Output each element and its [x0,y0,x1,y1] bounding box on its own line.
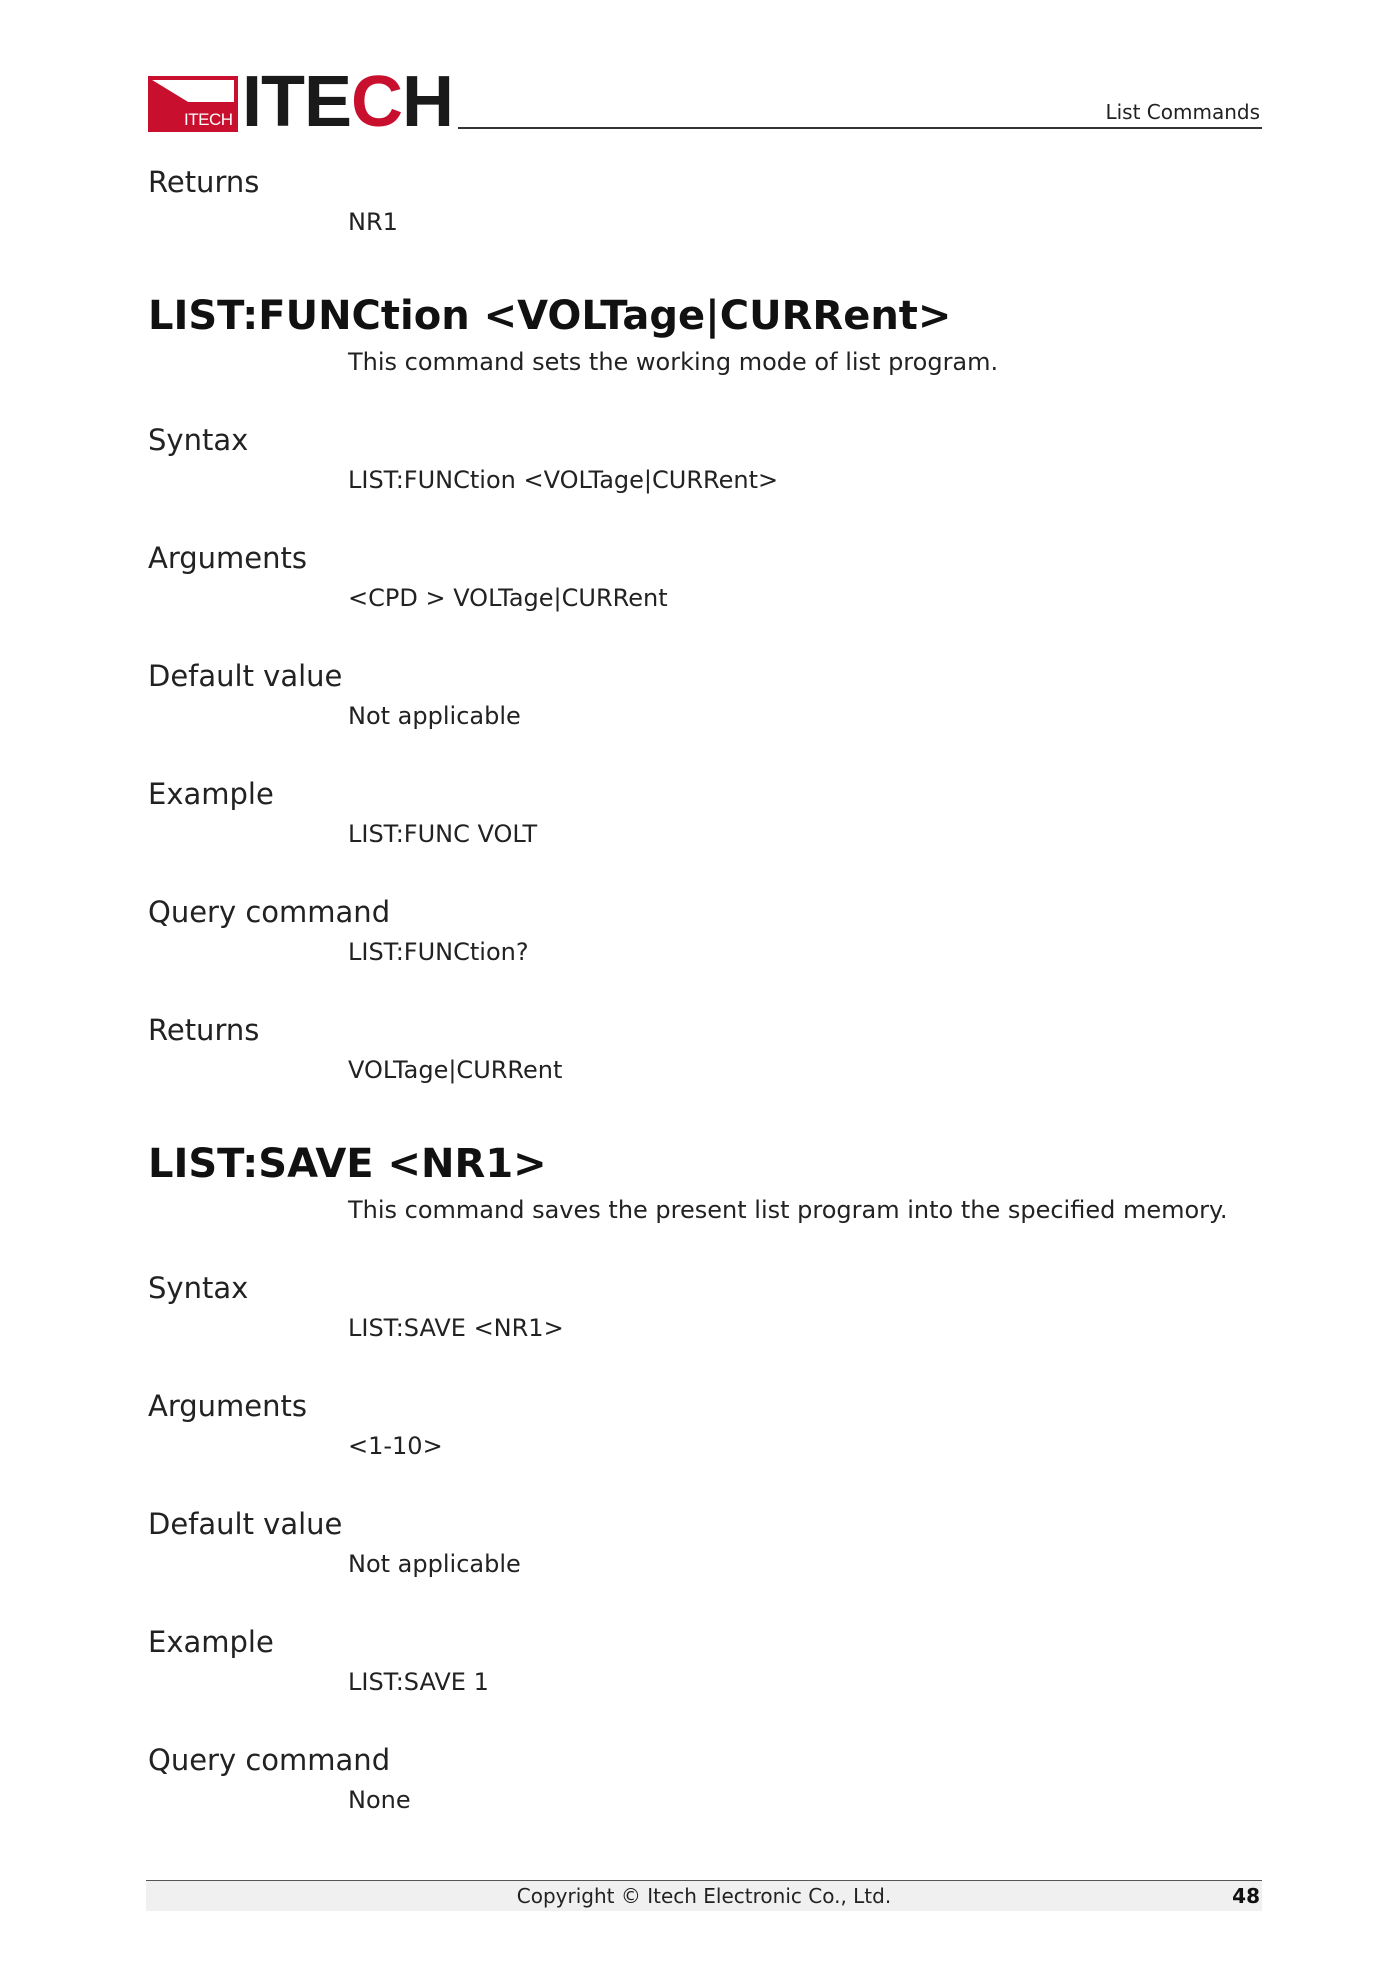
returns-value: VOLTage|CURRent [348,1056,563,1084]
header-rule [458,127,1262,129]
arguments-label: Arguments [148,1389,307,1423]
default-value: Not applicable [348,1550,521,1578]
command-title: LIST:SAVE <NR1> [148,1141,547,1187]
command-description: This command saves the present list program into the specified memory. [348,1196,1228,1224]
logo-word-prefix: ITE [242,62,352,142]
returns-label: Returns [148,165,260,199]
arguments-label: Arguments [148,541,307,575]
example-label: Example [148,777,274,811]
logo-word-suffix: H [402,62,454,142]
page-number: 48 [1232,1884,1260,1908]
logo-word-c: C [351,62,403,142]
syntax-value: LIST:SAVE <NR1> [348,1314,564,1342]
page-footer [146,1880,1262,1911]
syntax-label: Syntax [148,1271,249,1305]
itech-logo-mark [148,76,238,132]
page-content [148,160,1262,1818]
syntax-value: LIST:FUNCtion <VOLTage|CURRent> [348,466,779,494]
arguments-value: <CPD > VOLTage|CURRent [348,584,668,612]
example-value: LIST:SAVE 1 [348,1668,489,1696]
default-value-label: Default value [148,659,343,693]
example-label: Example [148,1625,274,1659]
command-title: LIST:FUNCtion <VOLTage|CURRent> [148,293,952,339]
syntax-label: Syntax [148,423,249,457]
arguments-value: <1-10> [348,1432,443,1460]
query-command-value: LIST:FUNCtion? [348,938,529,966]
section-name: List Commands [1105,100,1260,124]
command-description: This command sets the working mode of list program. [348,348,999,376]
returns-value: NR1 [348,208,398,236]
query-command-label: Query command [148,895,391,929]
returns-label: Returns [148,1013,260,1047]
example-value: LIST:FUNC VOLT [348,820,538,848]
query-command-label: Query command [148,1743,391,1777]
copyright-text: Copyright © Itech Electronic Co., Ltd. [516,1884,892,1908]
default-value: Not applicable [348,702,521,730]
logo-small-text: ITECH [184,110,233,129]
itech-logo [148,62,454,142]
default-value-label: Default value [148,1507,343,1541]
query-command-value: None [348,1786,411,1814]
page-header [148,62,1262,142]
logo-wordmark [242,62,454,142]
